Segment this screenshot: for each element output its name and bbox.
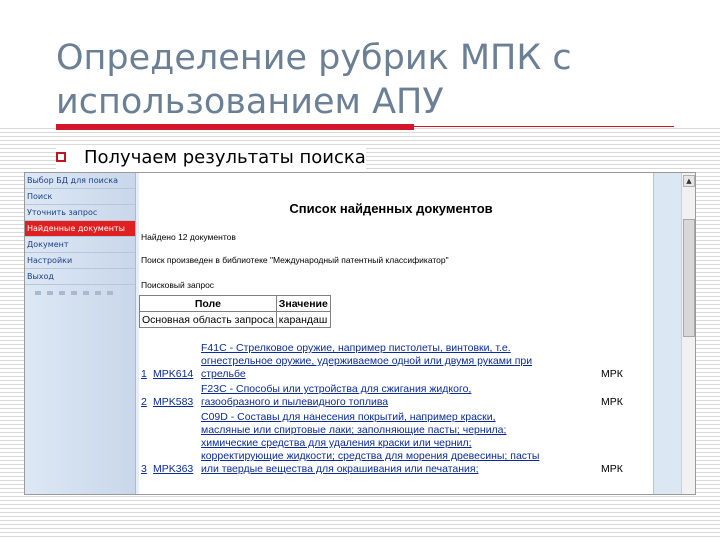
result-desc-line: F41C - Стрелковое оружие, например пистолеты, винтовки, т.е. bbox=[201, 342, 511, 354]
query-table bbox=[139, 295, 331, 328]
result-desc-line: химические средства для удаления краски или чернил; bbox=[201, 437, 472, 449]
result-desc-line: или твердые вещества для окрашивания или печатания; bbox=[201, 463, 479, 475]
scrollbar-thumb[interactable] bbox=[683, 219, 695, 337]
result-title-link[interactable] bbox=[201, 383, 471, 408]
query-header-value: Значение bbox=[276, 296, 330, 312]
title-underline-thick bbox=[56, 124, 414, 130]
nav-item-found-documents[interactable]: Найденные документы bbox=[25, 221, 135, 237]
nav-item-search[interactable]: Поиск bbox=[25, 189, 135, 205]
navigation-menu bbox=[25, 173, 136, 494]
nav-item-document[interactable]: Документ bbox=[25, 237, 135, 253]
result-title-link[interactable] bbox=[201, 411, 539, 475]
scroll-up-arrow-icon[interactable]: ▲ bbox=[683, 175, 695, 187]
table-row bbox=[139, 410, 653, 477]
result-desc-line: корректирующие жидкости; средства для морения древесины; пасты bbox=[201, 450, 540, 462]
table-row bbox=[139, 382, 653, 410]
table-row bbox=[139, 341, 653, 382]
library-info: Поиск произведен в библиотеке "Международный патентный классификатор" bbox=[141, 255, 449, 265]
nav-decoration bbox=[35, 291, 115, 295]
result-desc-line: C09D - Составы для нанесения покрытий, например краски, bbox=[201, 411, 496, 423]
browser-screenshot bbox=[24, 172, 696, 495]
title-underline-thin bbox=[414, 126, 674, 127]
square-bullet-icon bbox=[56, 152, 66, 162]
result-source: МРК bbox=[601, 463, 623, 475]
result-desc-line: стрельбе bbox=[201, 368, 246, 380]
result-number-link[interactable]: 1 bbox=[141, 368, 147, 380]
result-code-link[interactable]: MPK614 bbox=[153, 368, 194, 380]
result-desc-line: F23C - Способы или устройства для сжигания жидкого, bbox=[201, 383, 472, 395]
result-source: МРК bbox=[601, 396, 623, 408]
result-desc-line: масляные или спиртовые лаки; заполняющие пасты; чернила; bbox=[201, 424, 507, 436]
results-page bbox=[139, 173, 653, 494]
results-title: Список найденных документов bbox=[289, 201, 493, 216]
query-label: Поисковый запрос bbox=[141, 280, 215, 290]
query-header-field: Поле bbox=[140, 296, 277, 312]
result-title-link[interactable] bbox=[201, 342, 532, 380]
nav-item-settings[interactable]: Настройки bbox=[25, 253, 135, 269]
results-table bbox=[139, 341, 653, 477]
vertical-scrollbar[interactable] bbox=[681, 173, 696, 494]
result-desc-line: газообразного и пылевидного топлива bbox=[201, 396, 389, 408]
query-value: карандаш bbox=[276, 312, 330, 328]
result-code-link[interactable]: MPK363 bbox=[153, 463, 194, 475]
found-count: Найдено 12 документов bbox=[141, 232, 236, 242]
slide-title: Определение рубрик МПК с использованием АПУ bbox=[56, 38, 572, 122]
nav-item-refine-query[interactable]: Уточнить запрос bbox=[25, 205, 135, 221]
result-number-link[interactable]: 2 bbox=[141, 396, 147, 408]
query-field: Основная область запроса bbox=[140, 312, 277, 328]
result-number-link[interactable]: 3 bbox=[141, 463, 147, 475]
bullet-text: Получаем результаты поиска bbox=[84, 146, 366, 168]
result-code-link[interactable]: MPK583 bbox=[153, 396, 194, 408]
nav-item-exit[interactable]: Выход bbox=[25, 269, 135, 285]
bullet-item bbox=[56, 145, 366, 169]
nav-item-select-db[interactable]: Выбор БД для поиска bbox=[25, 173, 135, 189]
right-frame-panel bbox=[653, 173, 682, 494]
result-source: МРК bbox=[601, 368, 623, 380]
result-desc-line: огнестрельное оружие, удерживаемое одной или двумя руками при bbox=[201, 355, 533, 367]
